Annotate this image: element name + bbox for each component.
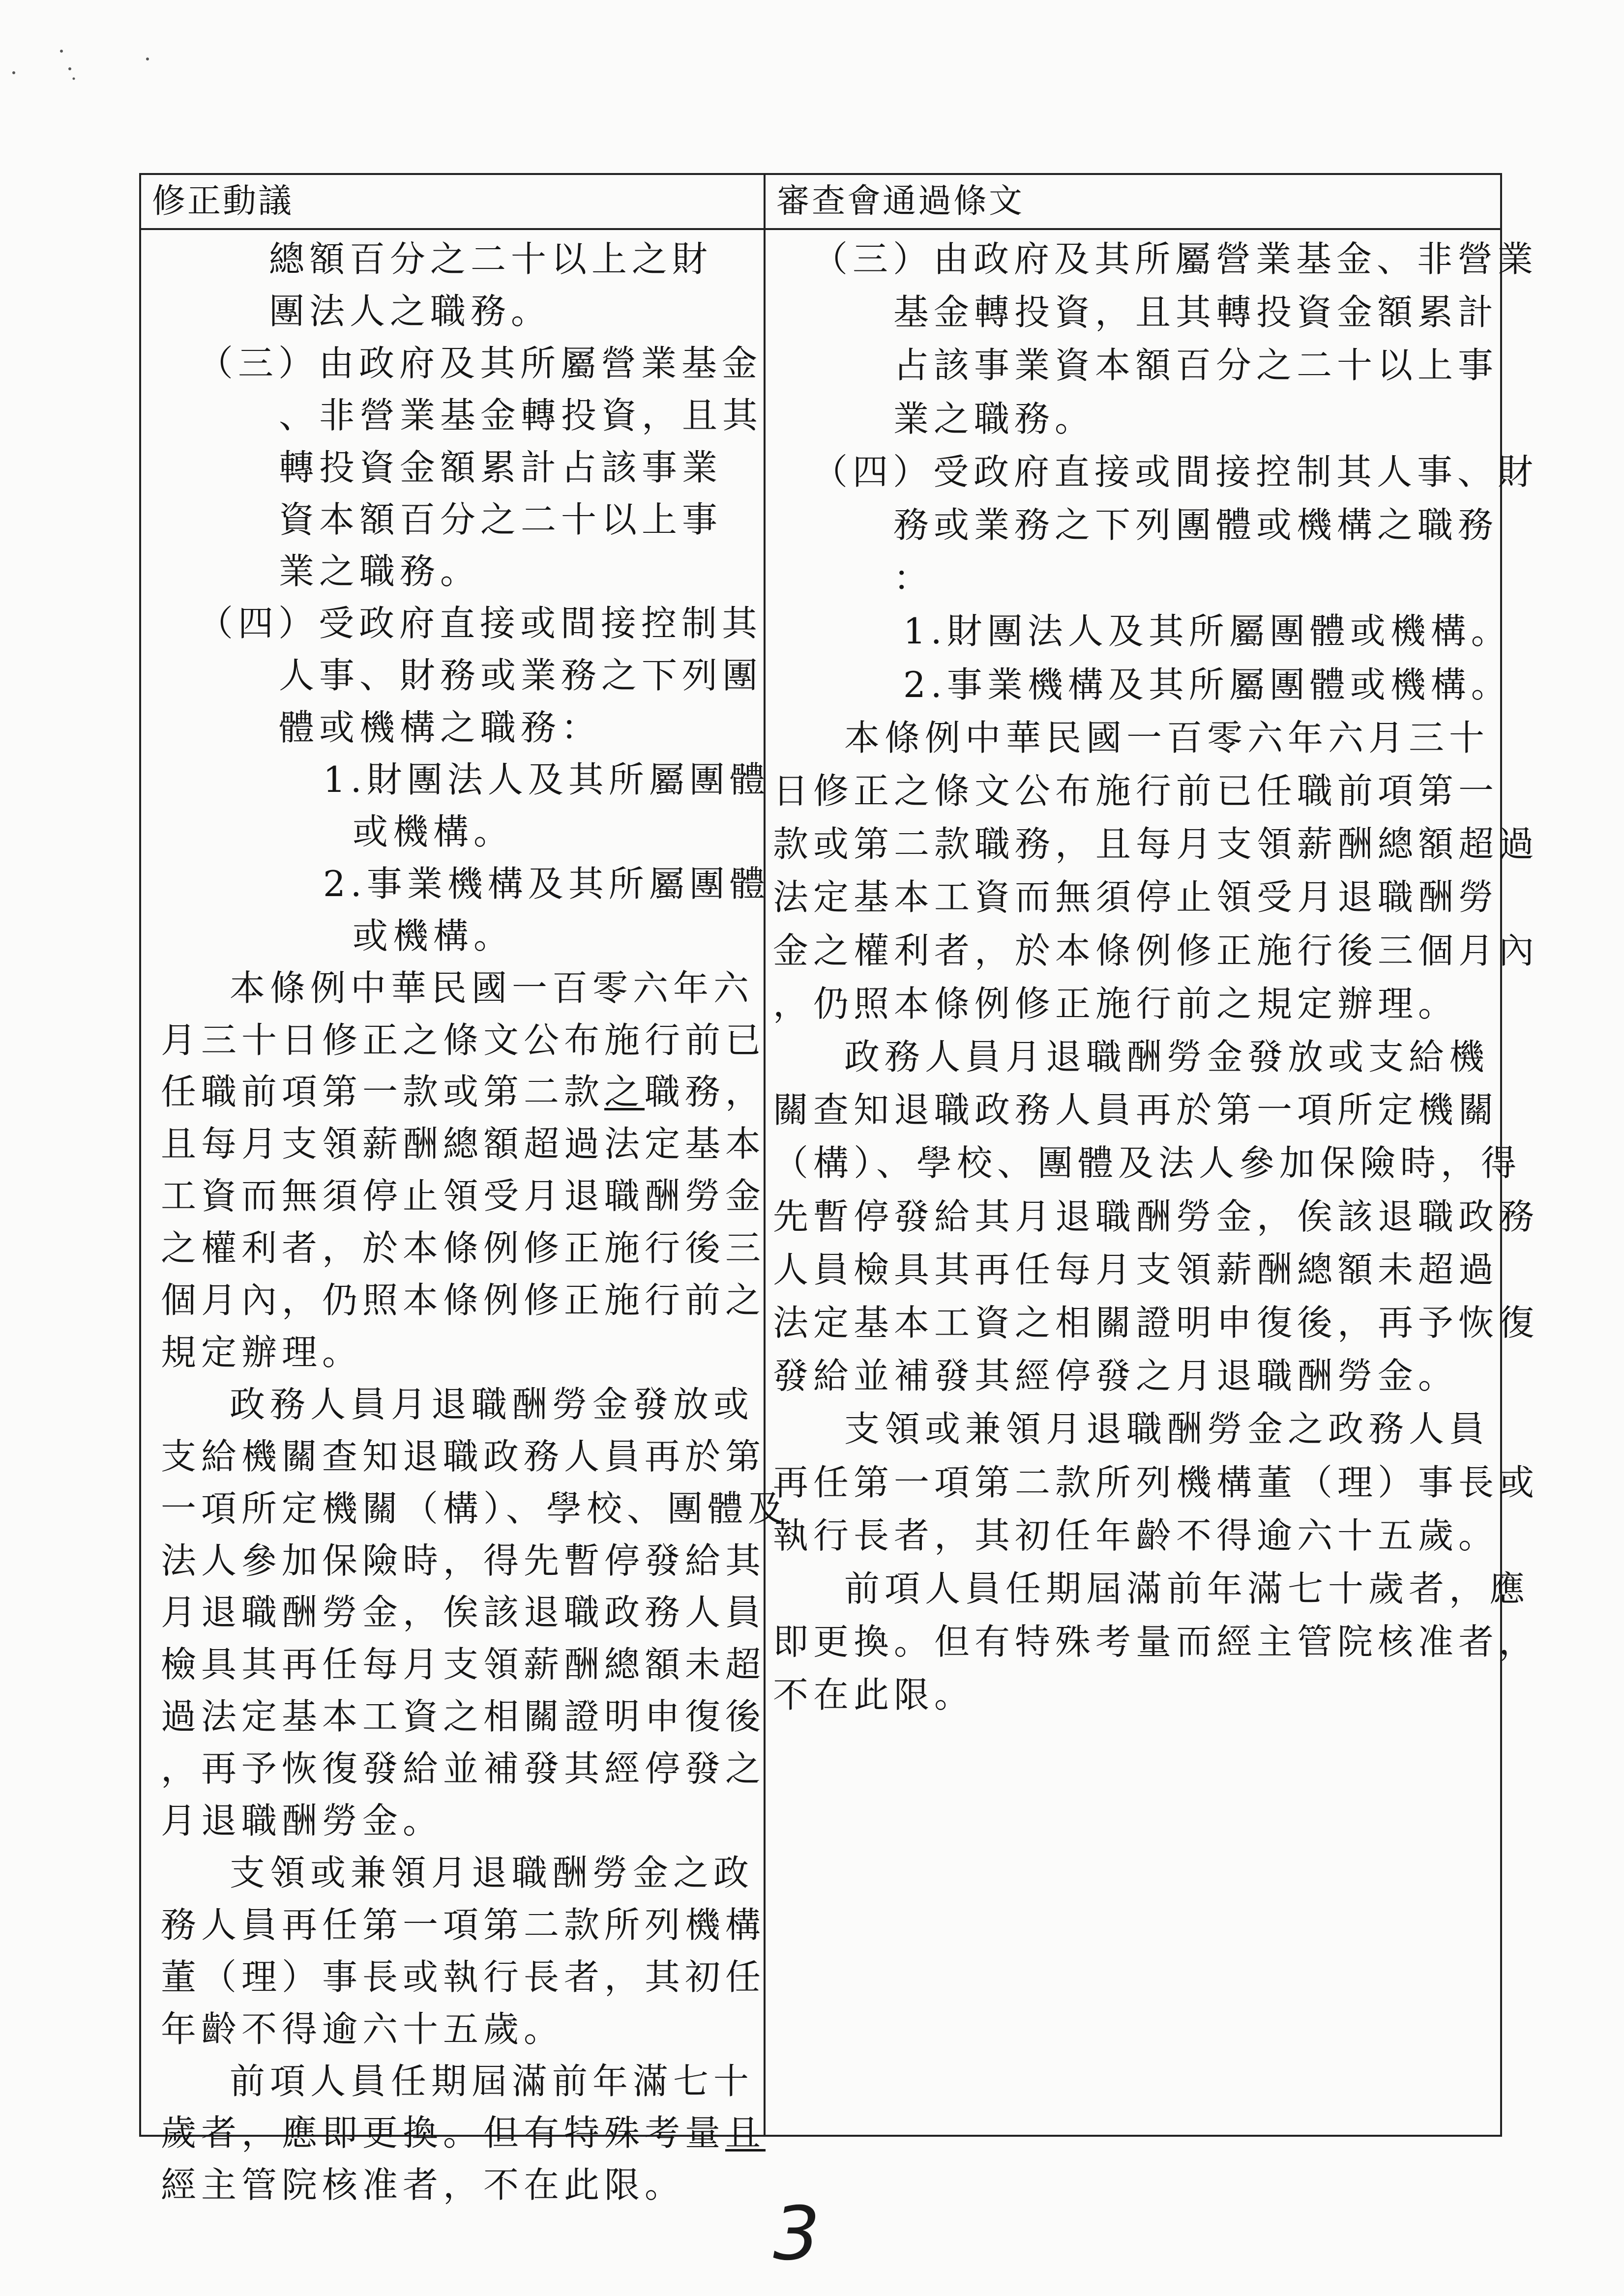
amendment-line: 一項所定機關（構）、學校、團體及 bbox=[161, 1487, 789, 1529]
amendment-line: 務人員再任第一項第二款所列機構 bbox=[161, 1904, 766, 1946]
amendment-line: （三）由政府及其所屬營業基金 bbox=[198, 342, 763, 384]
amendment-line: 、非營業基金轉投資，且其 bbox=[279, 394, 763, 436]
amendment-line: 體或機構之職務： bbox=[279, 707, 602, 749]
approved-line: 發給並補發其經停發之月退職酬勞金。 bbox=[773, 1355, 1459, 1397]
approved-line: 2.事業機構及其所屬團體或機構。 bbox=[903, 664, 1511, 705]
amendment-line: 本條例中華民國一百零六年六 bbox=[230, 967, 754, 1009]
underlined-revision: 且 bbox=[725, 2112, 766, 2154]
amendment-line: 前項人員任期屆滿前年滿七十 bbox=[230, 2060, 754, 2102]
amendment-line: 規定辦理。 bbox=[161, 1331, 363, 1373]
amendment-line: 月三十日修正之條文公布施行前已 bbox=[161, 1019, 766, 1061]
approved-line: 人員檢具其再任每月支領薪酬總額未超過 bbox=[773, 1249, 1499, 1290]
amendment-line: 支領或兼領月退職酬勞金之政 bbox=[230, 1852, 754, 1893]
approved-line: ： bbox=[893, 557, 934, 599]
approved-line: 業之職務。 bbox=[893, 398, 1095, 439]
amendment-line-text: 歲者，應即更換。但有特殊考量 bbox=[161, 2112, 726, 2154]
amendment-line: 經主管院核准者，不在此限。 bbox=[161, 2164, 685, 2206]
approved-line: 基金轉投資，且其轉投資金額累計 bbox=[893, 291, 1499, 333]
amendment-line: 2.事業機構及其所屬團體 bbox=[323, 863, 770, 904]
approved-line: 先暫停發給其月退職酬勞金，俟該退職政務 bbox=[773, 1195, 1539, 1237]
approved-line: （三）由政府及其所屬營業基金、非營業 bbox=[812, 238, 1538, 280]
amendment-line: 月退職酬勞金，俟該退職政務人員 bbox=[161, 1592, 766, 1633]
amendment-line-text: 任職前項第一款或第二款 bbox=[161, 1071, 605, 1113]
amendment-line: 年齡不得逾六十五歲。 bbox=[161, 2008, 564, 2050]
approved-line: 款或第二款職務，且每月支領薪酬總額超過 bbox=[773, 823, 1539, 865]
approved-line: ，仍照本條例修正施行前之規定辦理。 bbox=[773, 983, 1459, 1024]
approved-line: （構）、學校、團體及法人參加保險時，得 bbox=[773, 1142, 1522, 1184]
approved-line: 日修正之條文公布施行前已任職前項第一 bbox=[773, 770, 1499, 812]
approved-line: 法定基本工資之相關證明申復後，再予恢復 bbox=[773, 1302, 1539, 1343]
approved-line: 執行長者，其初任年齡不得逾六十五歲。 bbox=[773, 1514, 1499, 1556]
approved-line: 本條例中華民國一百零六年六月三十 bbox=[844, 717, 1490, 758]
approved-line: 關查知退職政務人員再於第一項所定機關 bbox=[773, 1089, 1499, 1131]
approved-line: 再任第一項第二款所列機構董（理）事長或 bbox=[773, 1461, 1539, 1503]
approved-line: 金之權利者，於本條例修正施行後三個月內 bbox=[773, 930, 1539, 971]
page-number: 3 bbox=[773, 2191, 820, 2277]
underlined-revision: 之 bbox=[604, 1071, 645, 1113]
amendment-line: 團法人之職務。 bbox=[269, 290, 552, 332]
amendment-line: 法人參加保險時，得先暫停發給其 bbox=[161, 1540, 766, 1581]
comparison-table bbox=[139, 173, 1539, 2206]
amendment-line bbox=[141, 1068, 764, 1116]
amendment-line: 董（理）事長或執行長者，其初任 bbox=[161, 1956, 766, 1998]
amendment-line: 之權利者，於本條例修正施行後三 bbox=[161, 1227, 766, 1269]
approved-line: 前項人員任期屆滿前年滿七十歲者，應 bbox=[844, 1568, 1530, 1609]
amendment-line: 資本額百分之二十以上事 bbox=[279, 498, 723, 540]
header-amendment: 修正動議 bbox=[140, 174, 765, 229]
amendment-line: 轉投資金額累計占該事業 bbox=[279, 446, 723, 488]
amendment-line: 支給機關查知退職政務人員再於第 bbox=[161, 1435, 766, 1477]
amendment-line: 過法定基本工資之相關證明申復後 bbox=[161, 1696, 766, 1738]
amendment-line: 且每月支領薪酬總額超過法定基本 bbox=[161, 1123, 766, 1165]
approved-line: 支領或兼領月退職酬勞金之政務人員 bbox=[844, 1408, 1490, 1450]
amendment-line: 個月內，仍照本條例修正施行前之 bbox=[161, 1279, 766, 1321]
approved-text-column bbox=[765, 229, 1539, 2136]
amendment-line: 人事、財務或業務之下列團 bbox=[279, 655, 763, 697]
amendment-line-text: 職務， bbox=[645, 1071, 766, 1113]
amendment-line: （四）受政府直接或間接控制其 bbox=[198, 603, 763, 644]
header-approved-text: 審查會通過條文 bbox=[765, 174, 1501, 229]
table-body-row bbox=[140, 229, 1501, 2136]
approved-line: 務或業務之下列團體或機構之職務 bbox=[893, 504, 1499, 546]
amendment-line bbox=[141, 2109, 764, 2157]
amendment-line: 月退職酬勞金。 bbox=[161, 1800, 443, 1841]
approved-line: 不在此限。 bbox=[773, 1674, 975, 1716]
amendment-line: ，再予恢復發給並補發其經停發之 bbox=[161, 1748, 766, 1790]
amendment-line: 或機構。 bbox=[353, 915, 514, 957]
amendment-column bbox=[140, 229, 789, 2206]
table-header-row bbox=[140, 174, 1501, 229]
amendment-line: 工資而無須停止領受月退職酬勞金 bbox=[161, 1175, 766, 1217]
amendment-line: 政務人員月退職酬勞金發放或 bbox=[230, 1383, 754, 1425]
scan-specks bbox=[0, 0, 197, 98]
approved-line: 法定基本工資而無須停止領受月退職酬勞 bbox=[773, 876, 1499, 918]
amendment-line: 總額百分之二十以上之財 bbox=[269, 238, 713, 280]
approved-line: 即更換。但有特殊考量而經主管院核准者， bbox=[773, 1621, 1539, 1663]
approved-line: 1.財團法人及其所屬團體或機構。 bbox=[903, 610, 1511, 652]
amendment-line: 檢具其再任每月支領薪酬總額未超 bbox=[161, 1644, 766, 1686]
approved-line: 占該事業資本額百分之二十以上事 bbox=[893, 345, 1499, 386]
approved-line: 政務人員月退職酬勞金發放或支給機 bbox=[844, 1036, 1490, 1077]
approved-line: （四）受政府直接或間接控制其人事、財 bbox=[812, 451, 1538, 493]
amendment-line: 1.財團法人及其所屬團體 bbox=[323, 759, 770, 800]
amendment-line: 業之職務。 bbox=[279, 551, 481, 592]
amendment-line: 或機構。 bbox=[353, 811, 514, 852]
